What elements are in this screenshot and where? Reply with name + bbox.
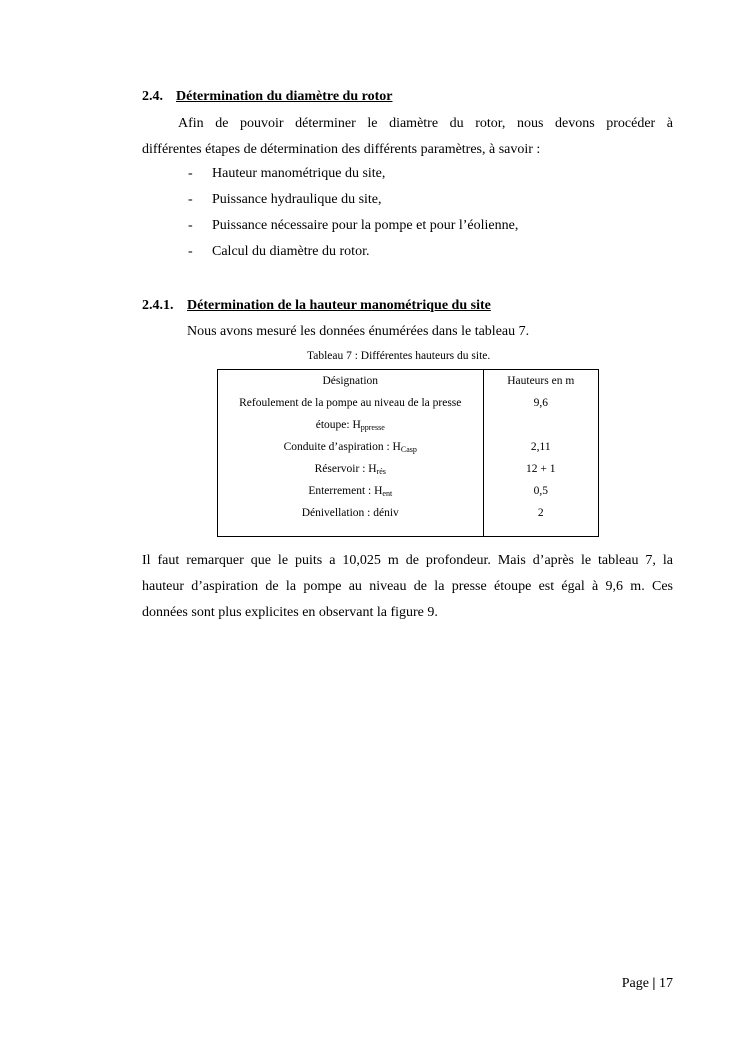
bullet-list <box>188 166 608 270</box>
table-cell-designation <box>218 436 484 458</box>
list-item <box>188 244 608 270</box>
table-cell-designation <box>218 458 484 480</box>
table-cell-value: 0,5 <box>533 485 548 497</box>
subscript: ppresse <box>360 423 385 432</box>
bullet-dash: - <box>188 166 193 181</box>
page-separator: | <box>652 976 656 991</box>
paragraph-line: Afin de pouvoir déterminer le diamètre du rotor, nous devons procéder à <box>178 116 673 131</box>
table-cell-designation <box>218 392 484 436</box>
section-2-4-1-heading <box>142 298 491 314</box>
list-item <box>188 166 608 192</box>
table-header-row <box>218 370 599 393</box>
section-title: Détermination du diamètre du rotor <box>176 89 393 104</box>
bullet-dash: - <box>188 244 193 259</box>
table-row <box>218 458 599 480</box>
table-cell-value: 2,11 <box>530 441 551 453</box>
list-item <box>188 192 608 218</box>
section-number: 2.4. <box>142 89 163 104</box>
section-2-4-heading <box>142 89 392 105</box>
table-row <box>218 436 599 458</box>
table-cell-value: 9,6 <box>533 397 548 409</box>
section-title: Détermination de la hauteur manométrique du site <box>187 298 491 313</box>
page-number: 17 <box>659 976 673 991</box>
list-item-text: Puissance hydraulique du site, <box>212 192 382 207</box>
subscript: ent <box>382 489 393 498</box>
list-item-text: Puissance nécessaire pour la pompe et pour l’éolienne, <box>212 218 519 233</box>
cell-text: Enterrement : H <box>308 485 383 497</box>
subscript: Casp <box>400 445 417 454</box>
cell-text: étoupe: H <box>315 419 361 431</box>
cell-line <box>218 414 483 436</box>
table-cell-value: 2 <box>537 507 544 519</box>
cell-text: Conduite d’aspiration : H <box>283 441 401 453</box>
section-number: 2.4.1. <box>142 298 174 313</box>
table-caption: Tableau 7 : Différentes hauteurs du site. <box>307 350 491 362</box>
cell-line: Refoulement de la pompe au niveau de la presse <box>239 397 462 409</box>
paragraph-line: Il faut remarquer que le puits a 10,025 m de profondeur. Mais d’après le tableau 7, la <box>142 553 673 568</box>
page-label: Page <box>621 976 649 991</box>
table-row <box>218 480 599 502</box>
list-item-text: Calcul du diamètre du rotor. <box>212 244 370 259</box>
bullet-dash: - <box>188 218 193 233</box>
subscript: rés <box>376 467 386 476</box>
paragraph-line: données sont plus explicites en observant la figure 9. <box>142 605 438 620</box>
list-item-text: Hauteur manométrique du site, <box>212 166 386 181</box>
table-cell-designation: Dénivellation : déniv <box>218 502 484 536</box>
table-cell-value: 12 + 1 <box>526 463 556 475</box>
heights-table <box>217 369 599 537</box>
paragraph-line: hauteur d’aspiration de la pompe au niveau de la presse étoupe est égal à 9,6 m. Ces <box>142 579 673 594</box>
cell-text: Réservoir : H <box>314 463 377 475</box>
table-row <box>218 392 599 436</box>
list-item <box>188 218 608 244</box>
paragraph-line: Nous avons mesuré les données énumérées dans le tableau 7. <box>187 324 530 339</box>
table-cell-designation <box>218 480 484 502</box>
table-row <box>218 502 599 536</box>
paragraph-line: différentes étapes de détermination des différents paramètres, à savoir : <box>142 142 541 157</box>
bullet-dash: - <box>188 192 193 207</box>
column-header: Hauteurs en m <box>507 375 575 387</box>
column-header: Désignation <box>218 370 484 393</box>
page-number-footer <box>622 976 673 992</box>
